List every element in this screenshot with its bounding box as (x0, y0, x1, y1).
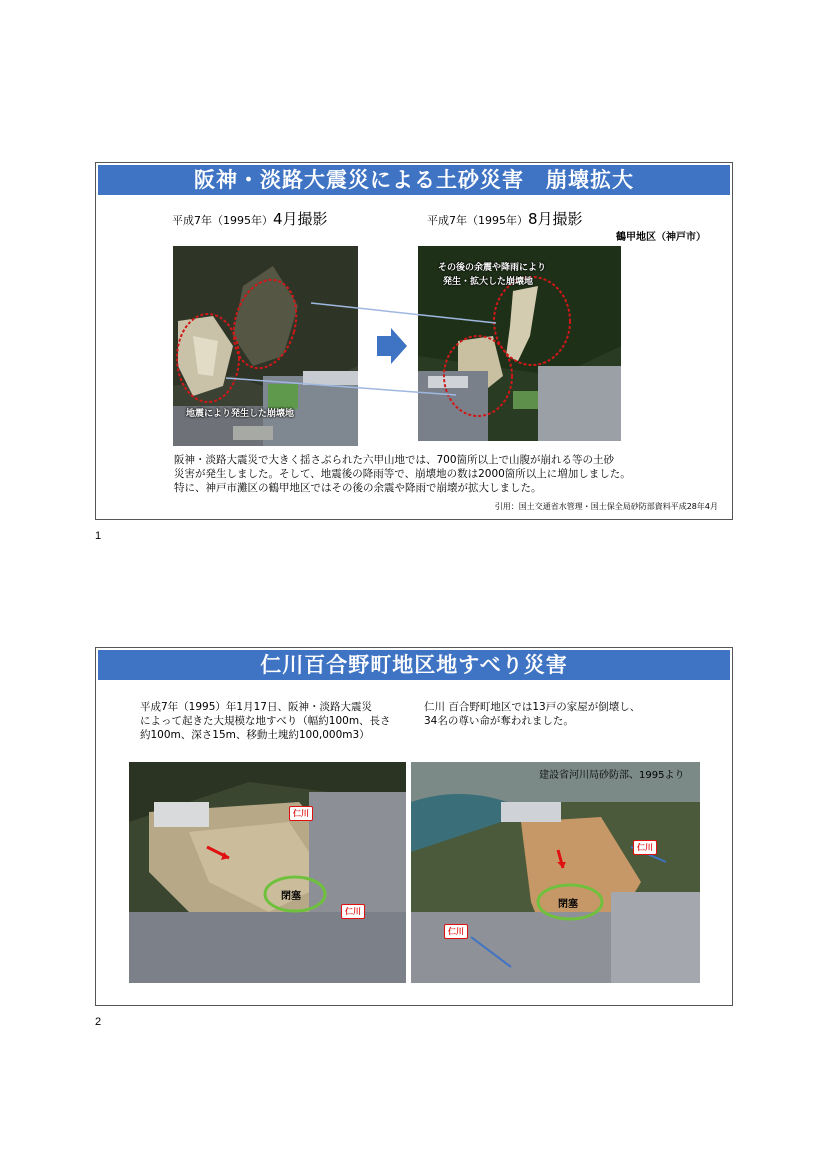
landslide-photo-left (129, 762, 406, 983)
photo-label-quake-landslide: 地震により発生した崩壊地 (186, 409, 295, 419)
slide-2 (95, 647, 733, 1006)
text-line: 34名の尊い命が奪われました。 (424, 715, 574, 727)
text-line: 約100m、深さ15m、移動土塊約100,000m3） (140, 729, 370, 741)
caption-month: 8月撮影 (528, 210, 583, 228)
body-line: 特に、神戸市灘区の鶴甲地区ではその後の余震や降雨で崩壊が拡大しました。 (174, 482, 542, 494)
text-line: によって起きた大規模な地すべり（幅約100m、長さ (140, 715, 391, 727)
river-tag: 仁川 (444, 924, 468, 939)
body-line: 災害が発生しました。そして、地震後の降雨等で、崩壊地の数は2000箇所以上に増加しました。 (174, 468, 631, 480)
source-citation: 引用：国土交通省水管理・国土保全局砂防部資料平成28年4月 (494, 502, 718, 511)
river-tag: 仁川 (341, 904, 365, 919)
caption-date: 平成7年（1995年） (172, 214, 273, 227)
slide-title: 仁川百合野町地区地すべり災害 (98, 650, 730, 680)
location-label: 鶴甲地区（神戸市） (616, 232, 706, 243)
slide-title: 阪神・淡路大震災による土砂災害 崩壊拡大 (98, 165, 730, 195)
landslide-photo-right (411, 762, 700, 983)
page-number: 2 (95, 1016, 102, 1028)
river-tag: 仁川 (633, 840, 657, 855)
landslide-description (140, 700, 391, 742)
river-tag: 仁川 (289, 806, 313, 821)
slide-1-body (174, 453, 631, 495)
blockage-label: 閉塞 (558, 899, 578, 910)
photo-label-line-1: その後の余震や降雨により (438, 263, 547, 273)
text-line: 仁川 百合野町地区では13戸の家屋が倒壊し、 (424, 701, 641, 713)
casualty-description (424, 700, 640, 728)
photo-source: 建設省河川局砂防部、1995より (539, 770, 685, 781)
caption-date: 平成7年（1995年） (427, 214, 528, 227)
blockage-label: 閉塞 (281, 891, 301, 902)
photo-label-line-2: 発生・拡大した崩壊地 (443, 277, 534, 287)
text-line: 平成7年（1995）年1月17日、阪神・淡路大震災 (140, 701, 372, 713)
page-number: 1 (95, 530, 102, 542)
slide-1 (95, 162, 733, 520)
caption-month: 4月撮影 (273, 210, 328, 228)
body-line: 阪神・淡路大震災で大きく揺さぶられた六甲山地では、700箇所以上で山腹が崩れる等の土砂 (174, 454, 615, 466)
